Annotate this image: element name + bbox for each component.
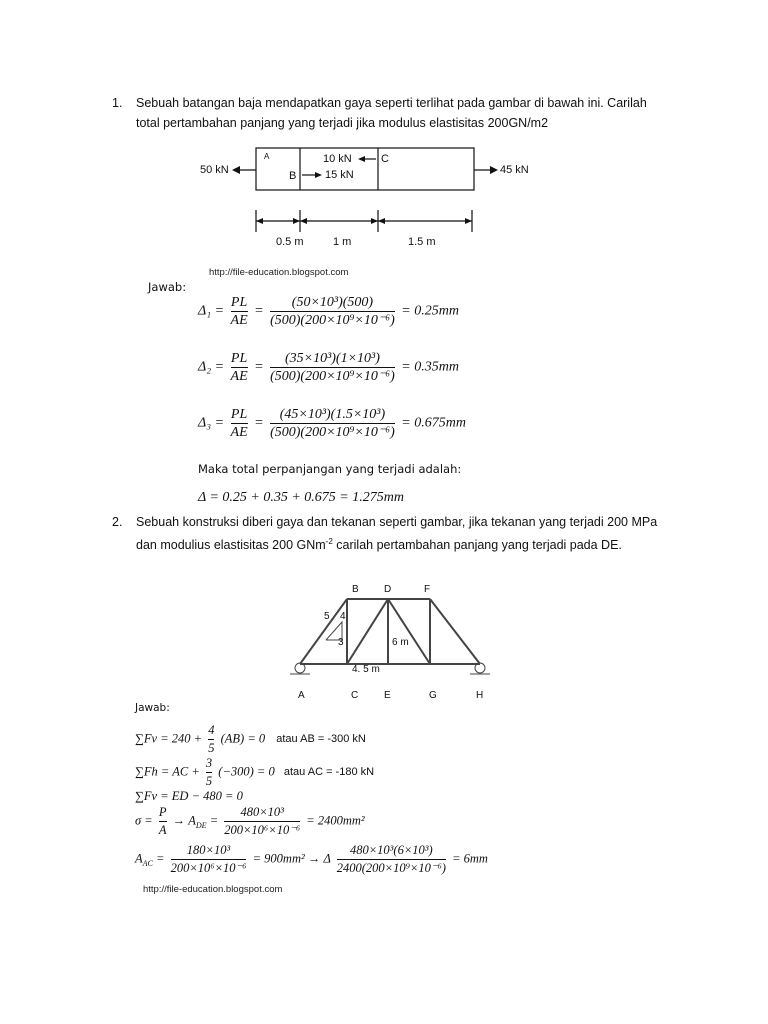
- slope-5-label: 5: [324, 611, 330, 622]
- delta-1-equation: Δ₁ = $\frac{PL}{AE}$ = $\frac{\text{(50×10³)(500)}}{\text{(500)(200×10⁹×10⁻⁶)}}$ = 0.25mm: [198, 295, 459, 328]
- slope-4-label: 4: [340, 611, 346, 622]
- point-b-label: B: [289, 170, 297, 182]
- question-number: 2.: [112, 515, 123, 529]
- member-fh: [430, 599, 480, 664]
- node-e-label: E: [384, 690, 391, 701]
- force-b-label: 15 kN: [325, 169, 354, 181]
- delta-2-equation: Δ₂ = $\frac{PL}{AE}$ = $\frac{\text{(35×10³)(1×10³)}}{\text{(500)(200×10⁹×10⁻⁶)}}$ = 0.35mm: [198, 351, 459, 384]
- sum-fh-equation: ∑Fh = AC + $\frac{3}{5}$ (−300) = 0 atau AC = -180 kN: [135, 756, 375, 788]
- total-text: Maka total perpanjangan yang terjadi adalah:: [198, 462, 462, 476]
- node-a-label: A: [298, 690, 305, 701]
- sum-fv-ed-equation: ∑Fv = ED − 480 = 0: [135, 789, 243, 803]
- answer-heading: Jawab:: [135, 702, 170, 714]
- node-h-label: H: [476, 690, 484, 701]
- span-label: 4. 5 m: [352, 664, 380, 675]
- slope-3-label: 3: [338, 637, 344, 648]
- question-text: Sebuah konstruksi diberi gaya dan tekanan seperti gambar, jika tekanan yang terjadi 200 MPa dan modulius elastisitas 200 GNm$^{-2}$ carilah pertambahan panjang yang terjadi pada DE.: [136, 515, 658, 553]
- total-equation: Δ = 0.25 + 0.35 + 0.675 = 1.275mm: [198, 490, 404, 505]
- dim-1-label: 0.5 m: [276, 236, 304, 248]
- area-ac-equation: $A_{AC}$ = $\frac{\text{180×10³}}{\text{200×10⁶×10⁻⁶}}$ = 900mm² → Δ $\frac{\text{480×10³(6×10³)}}{\text{2400(200×10⁹×10⁻⁶)}}$ = 6mm: [135, 843, 488, 875]
- sum-fv-equation: ∑Fv = 240 + $\frac{4}{5}$ (AB) = 0 atau AB = -300 kN: [135, 723, 366, 755]
- member-ab: [300, 599, 347, 664]
- question-text: Sebuah batangan baja mendapatkan gaya seperti terlihat pada gambar di bawah ini. Carilah total pertambahan panjang yang terjadi jika modulus elastisitas 200GN/m2: [136, 96, 647, 130]
- member-dg: [388, 599, 430, 664]
- node-g-label: G: [429, 690, 437, 701]
- member-cd: [347, 599, 388, 664]
- length-de-label: 6 m: [392, 637, 409, 648]
- dim-3-label: 1.5 m: [408, 236, 436, 248]
- delta-3-equation: Δ₃ = $\frac{PL}{AE}$ = $\frac{\text{(45×10³)(1.5×10³)}}{\text{(500)(200×10⁹×10⁻⁶)}}$ = 0.675mm: [198, 407, 466, 440]
- node-d-label: D: [384, 584, 392, 595]
- source-url: http://file-education.blogspot.com: [209, 267, 349, 278]
- question-number: 1.: [112, 96, 123, 110]
- node-f-label: F: [424, 584, 431, 595]
- point-a-label: A: [264, 152, 270, 161]
- stress-equation: σ = $\frac{P}{A}$ → $A_{DE}$ = $\frac{\text{480×10³}}{\text{200×10⁶×10⁻⁶}}$ = 2400mm²: [135, 805, 365, 837]
- source-url: http://file-education.blogspot.com: [143, 884, 283, 895]
- right-force-label: 45 kN: [500, 164, 529, 176]
- dim-2-label: 1 m: [333, 236, 352, 248]
- left-force-label: 50 kN: [200, 164, 229, 176]
- force-c-label: 10 kN: [323, 153, 352, 165]
- answer-heading: Jawab:: [148, 280, 187, 294]
- point-c-label: C: [381, 153, 389, 165]
- node-c-label: C: [351, 690, 359, 701]
- node-b-label: B: [352, 584, 359, 595]
